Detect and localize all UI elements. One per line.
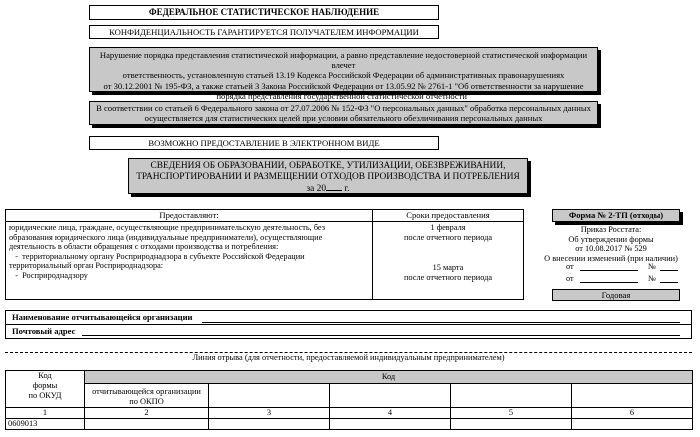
confidentiality-notice: КОНФИДЕНЦИАЛЬНОСТЬ ГАРАНТИРУЕТСЯ ПОЛУЧАТЕЛЕМ ИНФОРМАЦИИ	[89, 25, 439, 39]
postal-address-field[interactable]	[82, 335, 680, 336]
code-value-4[interactable]	[330, 419, 451, 430]
tear-line-label: Линия отрыва (для отчетности, предоставляемой индивидуальным предпринимателем)	[192, 353, 505, 362]
code-col-5	[451, 384, 572, 408]
report-year: за 20 г.	[306, 184, 350, 195]
postal-address-label: Почтовый адрес	[12, 326, 76, 336]
amendment-line-1: от №	[560, 262, 680, 273]
period-badge: Годовая	[552, 289, 680, 301]
violation-notice: Нарушение порядка представления статистической информации, а равно представление недостоверной статистической информации влечет ответственность, установленную статьей 13.19 Кодекса Российской Федерации об административных правонарушениях от 30.12.2001 № 195-ФЗ, а также статьей 3 Закона Российской Федерации от 13.05.92 № 2761-1 "Об ответственности за нарушение порядка представления государственной статистической отчетности"	[89, 47, 598, 92]
okud-value: 0609013	[6, 419, 85, 430]
amendment-line-2: от №	[560, 274, 680, 285]
code-col-6	[572, 384, 693, 408]
col-number: 1	[6, 408, 85, 419]
order-info: Приказ Росстата: Об утверждении формы от 10.08.2017 № 529 О внесении изменений (при наличии)	[544, 225, 678, 263]
personal-data-notice: В соответствии со статьей 6 Федерального закона от 27.07.2006 № 152-ФЗ "О персональных данных" обработка персональных данных осуществляется для статистических целей при условии обязательного обезличивания персональных данных	[89, 101, 598, 125]
col-number: 5	[451, 408, 572, 419]
code-value-5[interactable]	[451, 419, 572, 430]
code-col-3	[209, 384, 330, 408]
okud-header: Код формы по ОКУД	[6, 371, 85, 408]
org-name-field[interactable]	[202, 322, 680, 323]
deadlines-header: Сроки предоставления	[406, 210, 490, 220]
col-number: 6	[572, 408, 693, 419]
providers-header: Предоставляют:	[159, 210, 219, 220]
organization-block	[5, 310, 692, 339]
code-value-3[interactable]	[209, 419, 330, 430]
col-number: 3	[209, 408, 330, 419]
electronic-submission-notice: ВОЗМОЖНО ПРЕДОСТАВЛЕНИЕ В ЭЛЕКТРОННОМ ВИДЕ	[89, 136, 439, 150]
providers-text: юридические лица, граждане, осуществляющие предпринимательскую деятельность, без образования юридического лица (индивидуальные предприниматели), осуществляющие деятельность в области обращения с отходами производства и потребления: - территориальному органу Росприроднадзора в субъекте Российской Федерации территориальный орган Росприроднадзора: - Росприроднадзору	[9, 223, 325, 280]
okpo-value[interactable]	[85, 419, 209, 430]
form-number: Форма № 2-ТП (отходы)	[552, 209, 680, 222]
deadline-mar: 15 марта после отчетного периода	[403, 263, 493, 282]
org-name-label: Наименование отчитывающейся организации	[12, 312, 193, 322]
survey-title: ФЕДЕРАЛЬНОЕ СТАТИСТИЧЕСКОЕ НАБЛЮДЕНИЕ	[89, 5, 439, 20]
deadline-feb: 1 февраля после отчетного периода	[403, 223, 493, 242]
code-col-4	[330, 384, 451, 408]
code-header: Код	[85, 371, 693, 384]
okpo-header: отчитывающейся организации по ОКПО	[85, 384, 209, 408]
report-title: СВЕДЕНИЯ ОБ ОБРАЗОВАНИИ, ОБРАБОТКЕ, УТИЛИЗАЦИИ, ОБЕЗВРЕЖИВАНИИ, ТРАНСПОРТИРОВАНИИ И РАЗМЕЩЕНИИ ОТХОДОВ ПРОИЗВОДСТВА И ПОТРЕБЛЕНИЯ за 20 г.	[128, 158, 528, 194]
col-number: 4	[330, 408, 451, 419]
code-value-6[interactable]	[572, 419, 693, 430]
providers-table	[5, 209, 524, 300]
col-number: 2	[85, 408, 209, 419]
code-table	[5, 370, 693, 430]
